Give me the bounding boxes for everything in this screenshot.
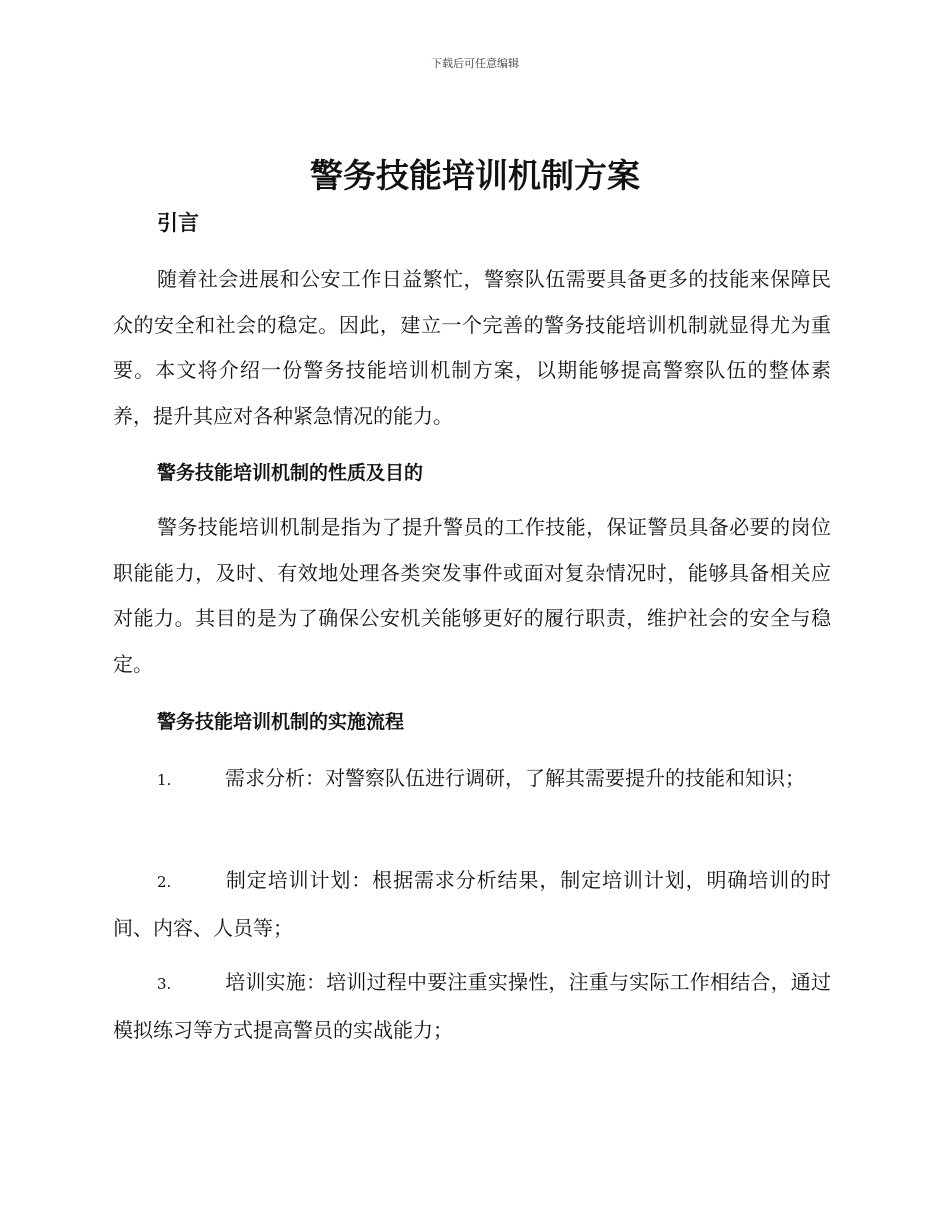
list-item-number: 1. — [157, 771, 172, 789]
section-heading-nature-purpose: 警务技能培训机制的性质及目的 — [157, 462, 424, 484]
intro-heading: 引言 — [157, 211, 199, 235]
section-heading-process: 警务技能培训机制的实施流程 — [157, 711, 405, 733]
list-item — [113, 858, 831, 951]
list-item-number: 2. — [157, 873, 172, 891]
list-item-number: 3. — [157, 975, 172, 993]
document-title: 警务技能培训机制方案 — [310, 156, 640, 195]
list-item-text: 培训实施：培训过程中要注重实操性，注重与实际工作相结合，通过模拟练习等方式提高警员的实战能力； — [113, 970, 831, 1042]
list-item — [113, 960, 831, 1053]
list-item — [113, 756, 831, 804]
list-item-text: 需求分析：对警察队伍进行调研，了解其需要提升的技能和知识； — [225, 766, 805, 790]
intro-paragraph: 随着社会进展和公安工作日益繁忙，警察队伍需要具备更多的技能来保障民众的安全和社会的稳定。因此，建立一个完善的警务技能培训机制就显得尤为重要。本文将介绍一份警务技能培训机制方案，以期能够提高警察队伍的整体素养，提升其应对各种紧急情况的能力。 — [113, 267, 831, 428]
header-note: 下载后可任意编辑 — [431, 57, 519, 70]
list-item-text: 制定培训计划：根据需求分析结果，制定培训计划，明确培训的时间、内容、人员等； — [113, 868, 831, 940]
section-paragraph-nature-purpose: 警务技能培训机制是指为了提升警员的工作技能，保证警员具备必要的岗位职能能力，及时、有效地处理各类突发事件或面对复杂情况时，能够具备相关应对能力。其目的是为了确保公安机关能够更好的履行职责，维护社会的安全与稳定。 — [113, 515, 831, 676]
